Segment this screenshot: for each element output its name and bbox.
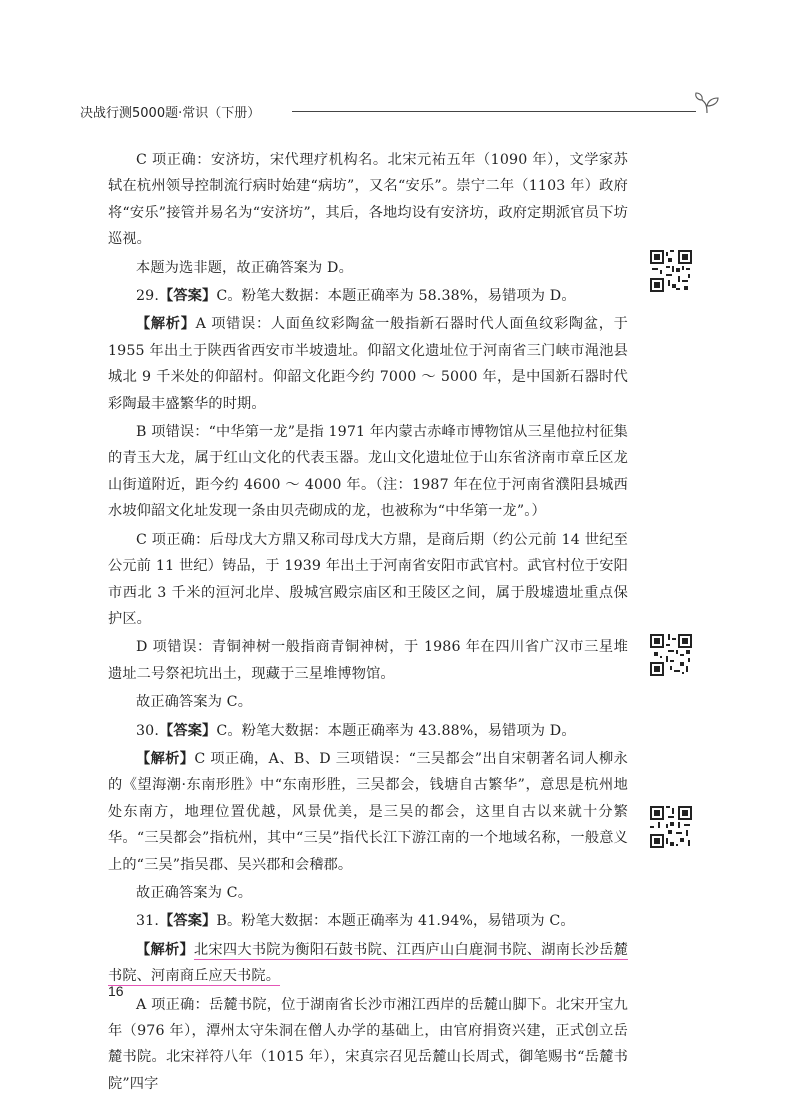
paragraph: D 项错误：青铜神树一般指商青铜神树，于 1986 年在四川省广汉市三星堆遗址二号祭祀坑出土，现藏于三星堆博物馆。 <box>108 639 628 682</box>
paragraph: A 项正确：岳麓书院，位于湖南省长沙市湘江西岸的岳麓山脚下。北宋开宝九年（976 年），潭州太守朱洞在僧人办学的基础上，由官府捐资兴建，正式创立岳麓书院。北宋祥符八年（1015 年），宋真宗召见岳麓山长周式，御笔赐书“岳麓书院”四字 <box>108 996 628 1092</box>
analysis-29: 【解析】A 项错误：人面鱼纹彩陶盆一般指新石器时代人面鱼纹彩陶盆，于 1955 年出土于陕西省西安市半坡遗址。仰韶文化遗址位于河南省三门峡市渑池县城北 9 千米处的仰韶村。仰韶文化距今约 7000 ～ 5000 年，是中国新石器时代彩陶最丰盛繁华的时期。 <box>108 316 628 412</box>
header-title: 决战行测5000题·常识（下册） <box>80 106 261 121</box>
answer-tag: 【答案】 <box>159 913 217 930</box>
analysis-30: 【解析】C 项正确，A、B、D 三项错误：“三吴都会”出自宋朝著名词人柳永的《望海潮·东南形胜》中“东南形胜，三吴都会，钱塘自古繁华”，意思是杭州地处东南方，地理位置优越，风景优美，是三吴的都会，这里自古以来就十分繁华。“三吴都会”指杭州，其中“三吴”指代长江下游江南的一个地域名称，一般意义上的“三吴”指吴郡、吴兴郡和会稽郡。 <box>108 750 628 873</box>
analysis-tag: 【解析】 <box>136 316 196 333</box>
paragraph: B 项错误：“中华第一龙”是指 1971 年内蒙古赤峰市博物馆从三星他拉村征集的青玉大龙，属于红山文化的代表玉器。龙山文化遗址位于山东省济南市章丘区龙山街道附近，距今约 4600 ～ 4000 年。（注：1987 年在位于河南省濮阳县城西水坡仰韶文化址发现一条由贝壳砌成的龙，也被称为“中华第一龙”。） <box>108 424 628 520</box>
paragraph: C 项正确：安济坊，宋代理疗机构名。北宋元祐五年（1090 年），文学家苏轼在杭州领导控制流行病时始建“病坊”，又名“安乐”。崇宁二年（1103 年）政府将“安乐”接管并易名为“安济坊”，其后，各地均设有安济坊，政府定期派官员下坊巡视。 <box>108 152 628 248</box>
qr-code-icon[interactable] <box>650 806 692 848</box>
sprout-icon <box>694 92 720 114</box>
running-header <box>80 100 720 124</box>
paragraph: 故正确答案为 C。 <box>136 884 253 901</box>
header-rule <box>292 111 696 112</box>
page-content <box>108 147 628 1099</box>
answer-tag: 【答案】 <box>159 722 217 739</box>
question-number: 29. <box>136 288 160 305</box>
question-number: 30. <box>136 722 160 739</box>
analysis-31 <box>108 937 628 990</box>
answer-line-29: 29.【答案】C。粉笔大数据：本题正确率为 58.38%，易错项为 D。 <box>136 288 576 305</box>
qr-code-icon[interactable] <box>650 250 692 292</box>
paragraph: C 项正确：后母戊大方鼎又称司母戊大方鼎，是商后期（约公元前 14 世纪至公元前 11 世纪）铸品，于 1939 年出土于河南省安阳市武官村。武官村位于安阳市西北 3 千米的洹河北岸、殷城宫殿宗庙区和王陵区之间，属于殷墟遗址重点保护区。 <box>108 531 628 627</box>
answer-tag: 【答案】 <box>159 288 217 305</box>
highlighted-text: 北宋四大书院为衡阳石鼓书院、江西庐山白鹿洞书院、湖南长沙岳麓书院、河南商丘应天书院。 <box>108 941 628 985</box>
answer-line-31: 31.【答案】B。粉笔大数据：本题正确率为 41.94%，易错项为 C。 <box>136 913 575 930</box>
question-number: 31. <box>136 913 160 930</box>
qr-code-icon[interactable] <box>650 634 692 676</box>
analysis-tag: 【解析】 <box>136 750 195 767</box>
paragraph: 故正确答案为 C。 <box>136 694 253 711</box>
page-number: 16 <box>108 983 124 999</box>
answer-line-30: 30.【答案】C。粉笔大数据：本题正确率为 43.88%，易错项为 D。 <box>136 722 576 739</box>
analysis-tag: 【解析】 <box>136 941 194 958</box>
paragraph: 本题为选非题，故正确答案为 D。 <box>136 259 353 276</box>
